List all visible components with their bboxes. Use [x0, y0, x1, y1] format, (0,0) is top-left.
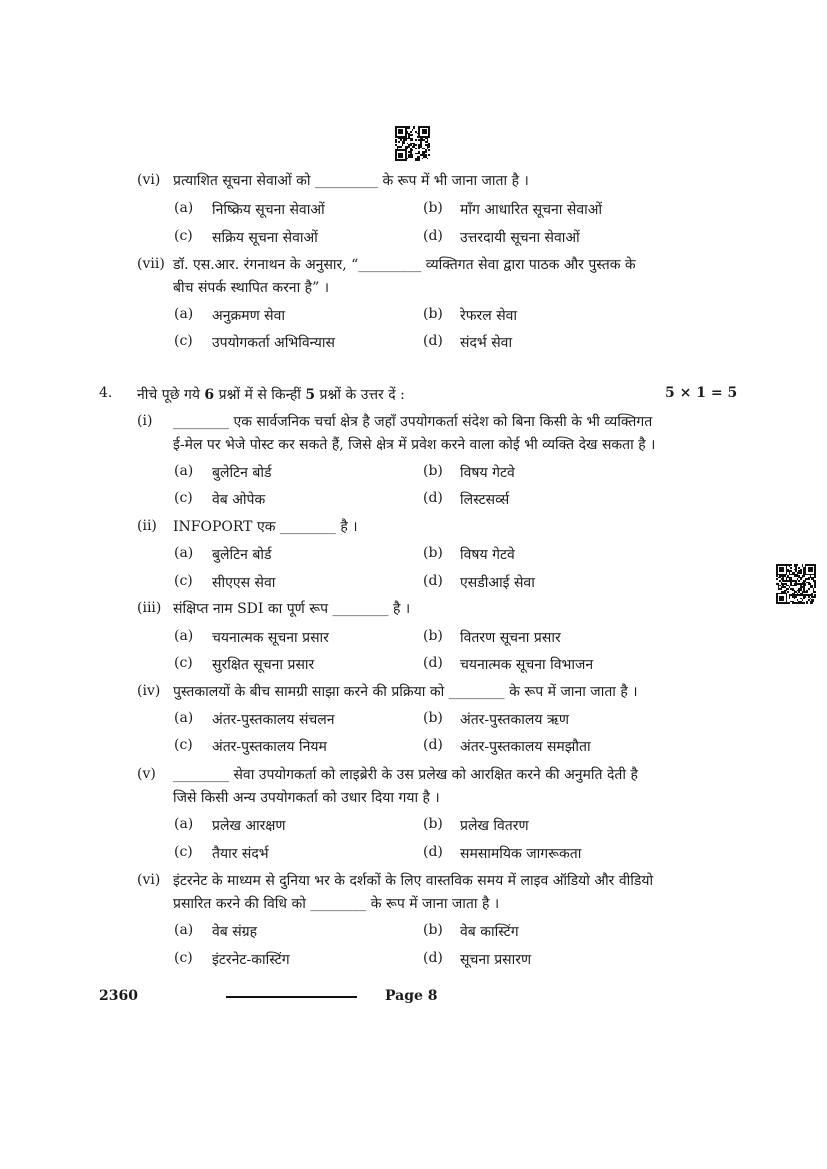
option-text: रेफरल सेवा	[460, 308, 518, 324]
option-label: (d)	[423, 490, 443, 506]
option-text: अंतर-पुस्तकालय ऋण	[460, 712, 570, 728]
question-number: (vi)	[137, 872, 161, 888]
option-label: (c)	[174, 844, 193, 860]
option-text: सूचना प्रसारण	[460, 952, 532, 968]
question-text-line-1: ________ सेवा उपयोगकर्ता को लाइब्रेरी के उस प्रलेख को आरक्षित करने की अनुमति देती है	[173, 767, 638, 783]
option-text: लिस्टसर्व्स	[460, 492, 510, 508]
question-number: (v)	[137, 766, 156, 782]
option-label: (a)	[174, 710, 194, 726]
option-text: विषय गेटवे	[460, 547, 515, 563]
option-text: वेब ओपेक	[212, 492, 266, 508]
option-text: सुरक्षित सूचना प्रसार	[212, 657, 315, 673]
instruction-post: प्रश्नों के उत्तर दें :	[315, 387, 405, 403]
option-label: (c)	[174, 333, 193, 349]
option-label: (d)	[423, 950, 443, 966]
option-text: उपयोगकर्ता अभिविन्यास	[212, 335, 335, 351]
option-label: (b)	[423, 710, 443, 726]
option-text: निष्क्रिय सूचना सेवाओं	[212, 202, 325, 218]
option-text: सक्रिय सूचना सेवाओं	[212, 230, 318, 246]
option-text: तैयार संदर्भ	[212, 846, 269, 862]
section-instruction	[137, 385, 405, 404]
option-label: (c)	[174, 228, 193, 244]
option-text: प्रलेख वितरण	[460, 818, 529, 834]
option-label: (a)	[174, 922, 194, 938]
option-text: अंतर-पुस्तकालय नियम	[212, 739, 327, 755]
option-label: (d)	[423, 844, 443, 860]
page-number: Page 8	[385, 988, 438, 1004]
question-number: (iv)	[137, 683, 161, 699]
option-label: (b)	[423, 922, 443, 938]
option-label: (c)	[174, 950, 193, 966]
option-text: समसामयिक जागरूकता	[460, 846, 582, 862]
option-label: (b)	[423, 463, 443, 479]
option-label: (d)	[423, 737, 443, 753]
option-text: वेब कास्टिंग	[460, 924, 519, 940]
option-label: (a)	[174, 200, 194, 216]
option-label: (a)	[174, 306, 194, 322]
question-text-line-2: जिसे किसी अन्य उपयोगकर्ता को उधार दिया गया है ।	[173, 790, 440, 806]
question-text: प्रत्याशित सूचना सेवाओं को _________ के रूप में भी जाना जाता है ।	[173, 173, 529, 189]
question-number: (iii)	[137, 600, 162, 616]
question-text-line-2: बीच संपर्क स्थापित करना है” ।	[173, 280, 329, 296]
option-text: वितरण सूचना प्रसार	[460, 630, 561, 646]
section-number: 4.	[99, 385, 113, 401]
option-label: (d)	[423, 228, 443, 244]
question-number: (vi)	[137, 172, 161, 188]
option-text: विषय गेटवे	[460, 465, 515, 481]
top-qr-code-icon	[395, 126, 430, 161]
section-marks: 5 × 1 = 5	[665, 385, 738, 401]
question-text: INFOPORT एक ________ है ।	[173, 519, 358, 535]
option-text: चयनात्मक सूचना विभाजन	[460, 657, 594, 673]
option-label: (b)	[423, 306, 443, 322]
instruction-five: 5	[305, 387, 316, 403]
option-label: (b)	[423, 200, 443, 216]
option-text: बुलेटिन बोर्ड	[212, 465, 272, 481]
footer-divider	[226, 996, 357, 998]
question-number: (i)	[137, 413, 153, 429]
option-label: (d)	[423, 333, 443, 349]
option-text: इंटरनेट-कास्टिंग	[212, 952, 290, 968]
option-text: अंतर-पुस्तकालय संचलन	[212, 712, 335, 728]
option-label: (d)	[423, 573, 443, 589]
option-text: सीएएस सेवा	[212, 575, 276, 591]
instruction-mid: प्रश्नों में से किन्हीं	[214, 387, 306, 403]
option-label: (c)	[174, 737, 193, 753]
option-label: (b)	[423, 816, 443, 832]
option-label: (c)	[174, 655, 193, 671]
option-label: (a)	[174, 628, 194, 644]
option-text: चयनात्मक सूचना प्रसार	[212, 630, 329, 646]
option-label: (a)	[174, 545, 194, 561]
option-label: (c)	[174, 490, 193, 506]
option-text: बुलेटिन बोर्ड	[212, 547, 272, 563]
option-text: उत्तरदायी सूचना सेवाओं	[460, 230, 580, 246]
option-text: संदर्भ सेवा	[460, 335, 513, 351]
instruction-pre: नीचे पूछे गये	[137, 387, 205, 403]
paper-code: 2360	[99, 988, 138, 1004]
option-label: (b)	[423, 628, 443, 644]
option-text: एसडीआई सेवा	[460, 575, 535, 591]
option-text: प्रलेख आरक्षण	[212, 818, 286, 834]
option-label: (a)	[174, 816, 194, 832]
option-label: (d)	[423, 655, 443, 671]
question-text-line-2: ई-मेल पर भेजे पोस्ट कर सकते हैं, जिसे क्षेत्र में प्रवेश करने वाला कोई भी व्यक्ति देख सकता है ।	[173, 437, 656, 453]
instruction-six: 6	[204, 387, 215, 403]
option-label: (c)	[174, 573, 193, 589]
option-text: माँग आधारित सूचना सेवाओं	[460, 202, 603, 218]
question-number: (ii)	[137, 518, 157, 534]
question-text: संक्षिप्त नाम SDI का पूर्ण रूप ________ है ।	[173, 601, 411, 617]
question-text: पुस्तकालयों के बीच सामग्री साझा करने की प्रक्रिया को ________ के रूप में जाना जाता है ।	[173, 684, 638, 700]
option-label: (b)	[423, 545, 443, 561]
question-text-line-1: ________ एक सार्वजनिक चर्चा क्षेत्र है जहाँ उपयोगकर्ता संदेश को बिना किसी के भी व्यक्तिगत	[173, 414, 653, 430]
question-text-line-1: डॉ. एस.आर. रंगनाथन के अनुसार, “_________ व्यक्तिगत सेवा द्वारा पाठक और पुस्तक के	[173, 257, 636, 273]
question-text-line-1: इंटरनेट के माध्यम से दुनिया भर के दर्शकों के लिए वास्तविक समय में लाइव ऑडियो और वीडियो	[173, 873, 654, 889]
side-qr-code-icon	[776, 564, 816, 604]
option-label: (a)	[174, 463, 194, 479]
option-text: अनुक्रमण सेवा	[212, 308, 286, 324]
option-text: अंतर-पुस्तकालय समझौता	[460, 739, 591, 755]
option-text: वेब संग्रह	[212, 924, 258, 940]
question-text-line-2: प्रसारित करने की विधि को ________ के रूप में जाना जाता है ।	[173, 896, 500, 912]
question-number: (vii)	[137, 256, 165, 272]
